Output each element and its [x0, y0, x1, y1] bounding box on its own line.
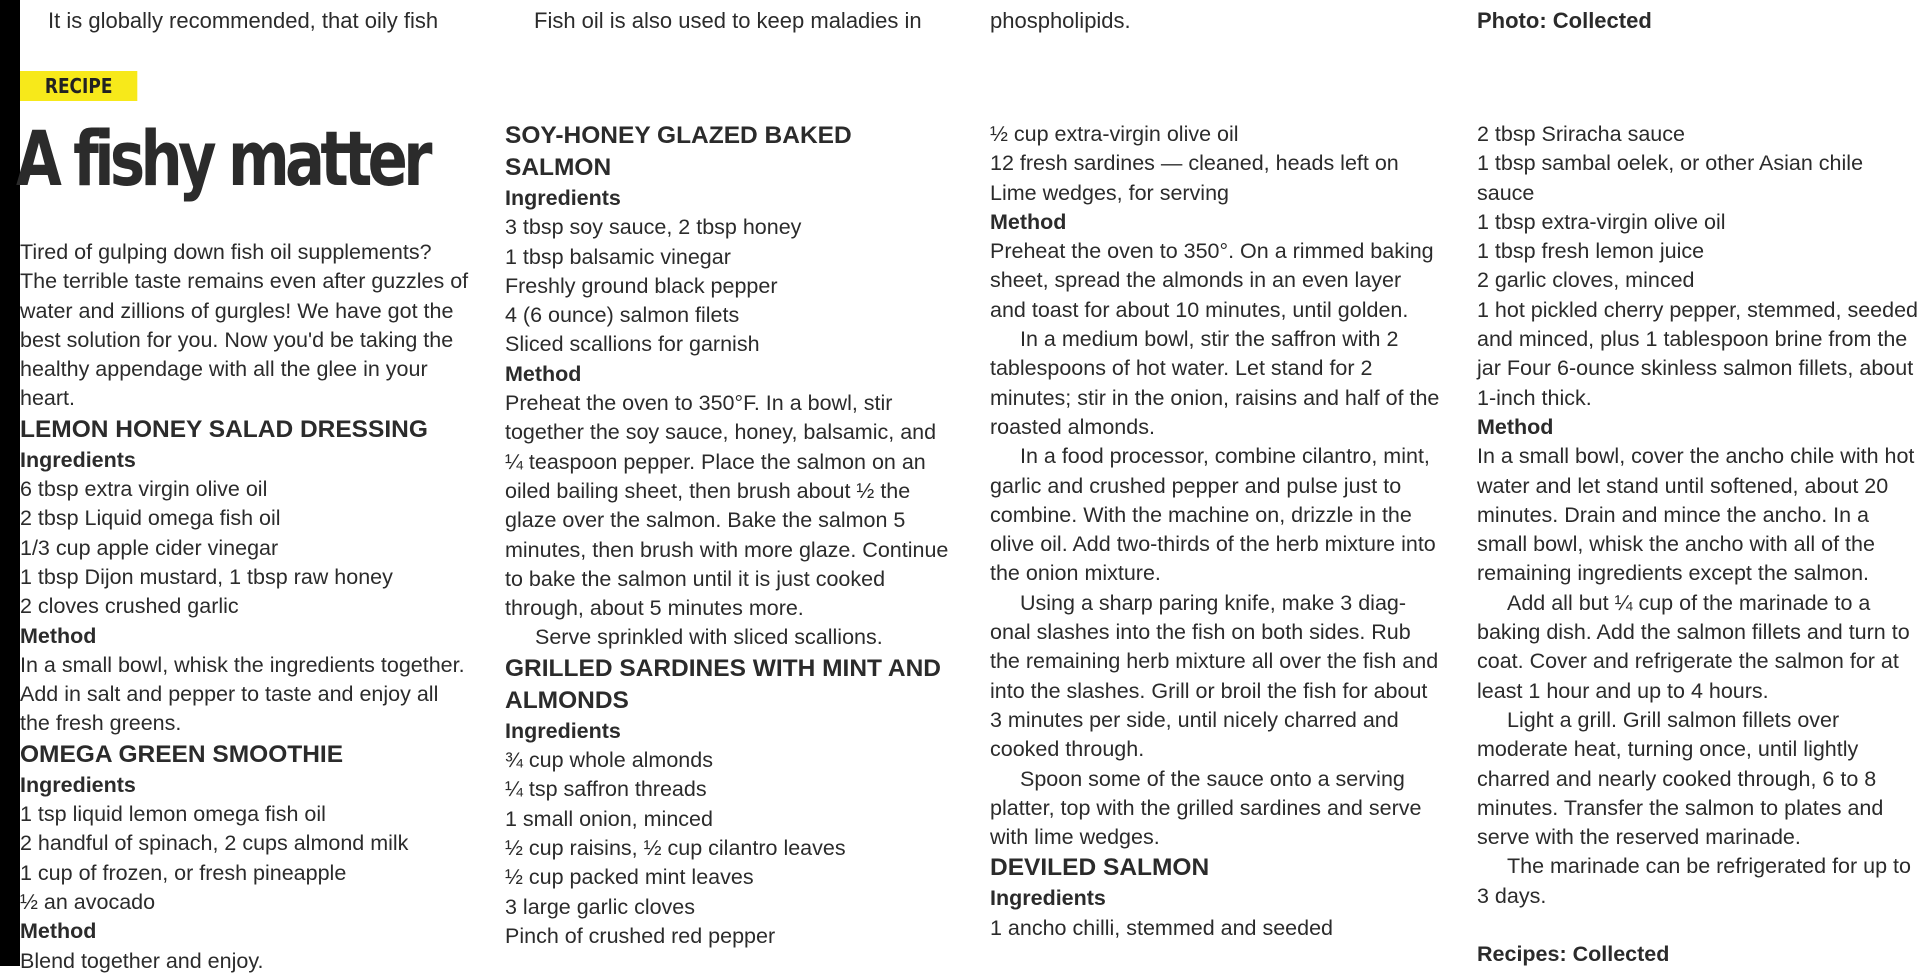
column-1 — [20, 238, 472, 976]
ingredient-item: ½ cup packed mint leaves — [505, 865, 754, 890]
ingredient-item: 2 handful of spinach, 2 cups almond milk — [20, 831, 409, 856]
method-heading: Method — [20, 919, 97, 944]
recipe-badge: RECIPE — [20, 71, 137, 101]
method-paragraph: Preheat the oven to 350°F. In a bowl, stir together the soy sauce, honey, balsamic, and ¼ teaspoon pepper. Place the salmon on an oiled bailing sheet, then brush about ½ the glaze over the salmon. Bake the salmon 5 minutes, then brush with more glaze. Continue to bake the salmon until it is just cooked through, about 5 minutes more. — [505, 391, 949, 621]
method-paragraph: Blend together and enjoy. — [20, 948, 264, 973]
ingredient-item: Pinch of crushed red pepper — [505, 923, 776, 948]
ingredient-item: 3 large garlic cloves — [505, 894, 696, 919]
ingredient-item: 2 cloves crushed garlic — [20, 594, 239, 619]
ingredient-item: ½ cup extra-virgin olive oil — [990, 122, 1239, 146]
ingredient-item: 4 (6 ounce) salmon filets — [505, 303, 740, 328]
recipes-credit: Recipes: Collected — [1477, 942, 1670, 967]
ingredient-item: 1 tbsp balsamic vinegar — [505, 244, 731, 269]
ingredient-item: 1 small onion, minced — [505, 806, 713, 831]
method-paragraph: Serve sprinkled with sliced scallions. — [535, 625, 883, 650]
method-paragraph: In a small bowl, cover the ancho chile with hot water and let stand until softened, about 20 minutes. Drain and mince the ancho. In a small bowl, whisk the ancho with all of the remaining ingredients except the salmon. — [1477, 444, 1915, 586]
method-paragraph: In a small bowl, whisk the ingredients together. Add in salt and pepper to taste and enjoy all the fresh greens. — [20, 652, 465, 736]
method-heading: Method — [1477, 414, 1554, 439]
column-3 — [990, 120, 1440, 943]
ingredient-item: Freshly ground black pepper — [505, 273, 778, 298]
ingredient-item: Sliced scallions for garnish — [505, 332, 760, 357]
column-2 — [505, 120, 955, 951]
ingredient-item: 1/3 cup apple cider vinegar — [20, 535, 279, 560]
ingredient-item: ½ an avocado — [20, 889, 156, 914]
ingredient-item: 1 tbsp sambal oelek, or other Asian chile sauce — [1477, 151, 1864, 205]
recipe-title-lemon-honey: LEMON HONEY SALAD DRESSING — [20, 415, 428, 443]
method-paragraph: Spoon some of the sauce onto a serving platter, top with the grilled sardines and serve with lime wedges. — [990, 766, 1422, 850]
photo-credit: Photo: Collected — [1477, 8, 1652, 33]
recipe-title-deviled-salmon: DEVILED SALMON — [990, 854, 1210, 882]
ingredient-item: 1 tbsp Dijon mustard, 1 tbsp raw honey — [20, 564, 393, 589]
method-heading: Method — [505, 361, 582, 386]
ingredients-heading: Ingredients — [20, 447, 136, 472]
ingredient-item: ½ cup raisins, ½ cup cilantro leaves — [505, 835, 846, 860]
top-cutoff-line-col3: phospholipids. — [990, 8, 1131, 33]
top-cutoff-line-col2: Fish oil is also used to keep maladies in — [534, 8, 922, 33]
ingredient-item: 1 tsp liquid lemon omega fish oil — [20, 802, 326, 827]
column-4 — [1477, 120, 1922, 969]
page-title: A fishy matter — [16, 114, 428, 203]
spacer — [1477, 911, 1922, 940]
recipe-title-soy-honey-salmon: SOY-HONEY GLAZED BAKED SALMON — [505, 122, 852, 181]
ingredient-item: 1 tbsp fresh lemon juice — [1477, 239, 1705, 264]
ingredient-item: 1 tbsp extra-virgin olive oil — [1477, 209, 1726, 234]
method-paragraph: Add all but ¼ cup of the marinade to a baking dish. Add the salmon fillets and turn to coat. Cover and refrigerate the salmon for at least 1 hour and up to 4 hours. — [1477, 590, 1910, 703]
recipe-title-grilled-sardines: GRILLED SARDINES WITH MINT AND ALMONDS — [505, 654, 941, 714]
top-cutoff-line-col1: It is globally recommended, that oily fish — [48, 8, 439, 33]
method-paragraph: Light a grill. Grill salmon fillets over moderate heat, turning once, until lightly charred and nearly cooked through, 6 to 8 minutes. Transfer the salmon to plates and serve with the reserved marinade. — [1477, 707, 1884, 850]
method-paragraph: In a medium bowl, stir the saffron with 2 tablespoons of hot water. Let stand for 2 minutes; stir in the onion, raisins and half of the roasted almonds. — [990, 327, 1440, 439]
ingredient-item: 1 hot pickled cherry pepper, stemmed, seeded and minced, plus 1 tablespoon brine from the jar Four 6-ounce skinless salmon fillets, about 1-inch thick. — [1477, 297, 1919, 410]
ingredient-item: 2 tbsp Sriracha sauce — [1477, 122, 1685, 146]
method-heading: Method — [990, 209, 1067, 234]
ingredient-item: ¾ cup whole almonds — [505, 748, 713, 773]
ingredient-item: ¼ tsp saffron threads — [505, 777, 707, 802]
method-paragraph: The marinade can be refrigerated for up to 3 days. — [1477, 854, 1911, 908]
ingredient-item: 1 cup of frozen, or fresh pineapple — [20, 860, 347, 885]
ingredient-item: 12 fresh sardines — cleaned, heads left on — [990, 151, 1399, 176]
ingredient-item: 1 ancho chilli, stemmed and seeded — [990, 915, 1334, 940]
ingredients-heading: Ingredients — [505, 718, 621, 743]
ingredients-heading: Ingredients — [505, 186, 621, 210]
ingredient-item: Lime wedges, for serving — [990, 180, 1229, 205]
method-heading: Method — [20, 623, 97, 648]
ingredient-item: 3 tbsp soy sauce, 2 tbsp honey — [505, 215, 802, 240]
ingredient-item: 2 garlic cloves, minced — [1477, 268, 1695, 293]
method-paragraph: Preheat the oven to 350°. On a rimmed baking sheet, spread the almonds in an even layer and toast for about 10 minutes, until golden. — [990, 239, 1434, 322]
method-paragraph: Using a sharp paring knife, make 3 diag-onal slashes into the fish on both sides. Rub the remaining herb mixture all over the fish and into the slashes. Grill or broil the fish for about 3 minutes per side, until nicely charred and cooked through. — [990, 590, 1439, 762]
intro-paragraph: Tired of gulping down fish oil supplements? The terrible taste remains even after guzzles of water and zillions of gurgles! We have got the best solution for you. Now you'd be taking the healthy appendage with all the glee in your heart. — [20, 240, 469, 411]
ingredients-heading: Ingredients — [990, 886, 1106, 911]
ingredient-item: 6 tbsp extra virgin olive oil — [20, 477, 268, 502]
ingredient-item: 2 tbsp Liquid omega fish oil — [20, 506, 281, 531]
method-paragraph: In a food processor, combine cilantro, mint, garlic and crushed pepper and pulse just to combine. With the machine on, drizzle in the olive oil. Add two-thirds of the herb mixture into the onion mixture. — [990, 444, 1436, 586]
ingredients-heading: Ingredients — [20, 772, 136, 797]
recipe-title-omega-smoothie: OMEGA GREEN SMOOTHIE — [20, 740, 344, 768]
